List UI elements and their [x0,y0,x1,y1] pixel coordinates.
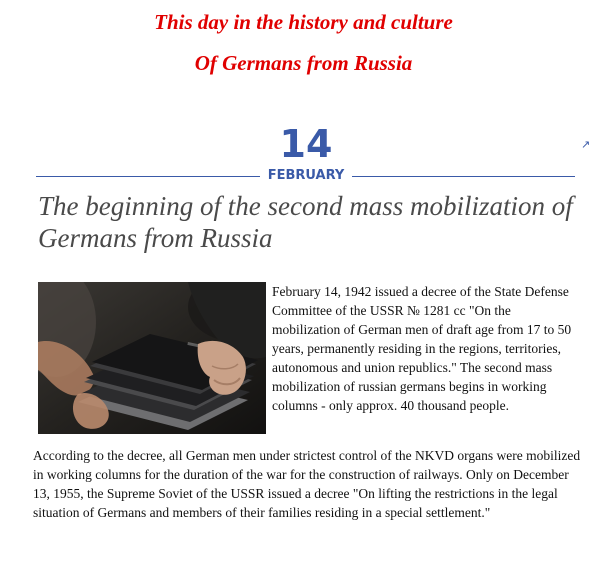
corner-mark-icon: ↗ [581,138,591,151]
hands-holding-books-photo [38,282,266,434]
article-paragraph-1: February 14, 1942 issued a decree of the State Defense Committee of the USSR № 1281 cc "On the mobilization of German men of draft age from 17 to 50 years, permanently residing in the regions, territories, autonomous and union republics." The second mass mobilization of russian germans begins in working columns - only approx. 40 thousand people. [272,284,572,413]
date-rule-right [352,176,575,177]
header-line-2: Of Germans from Russia [194,51,413,75]
article-title: The beginning of the second mass mobilization of Germans from Russia [38,191,573,253]
date-day: 14 [279,122,333,166]
date-rule-left [36,176,260,177]
article-paragraph-2: According to the decree, all German men under strictest control of the NKVD organs were mobilized in working columns for the duration of the war for the construction of railways. Only on December 13, 1955, the Supreme Soviet of the USSR issued a decree "On lifting the restrictions in the legal situation of Germans and members of their families residing in a special settlement." [33,448,581,520]
date-month: FEBRUARY [267,168,345,183]
header-line-1: This day in the history and culture [154,10,453,34]
